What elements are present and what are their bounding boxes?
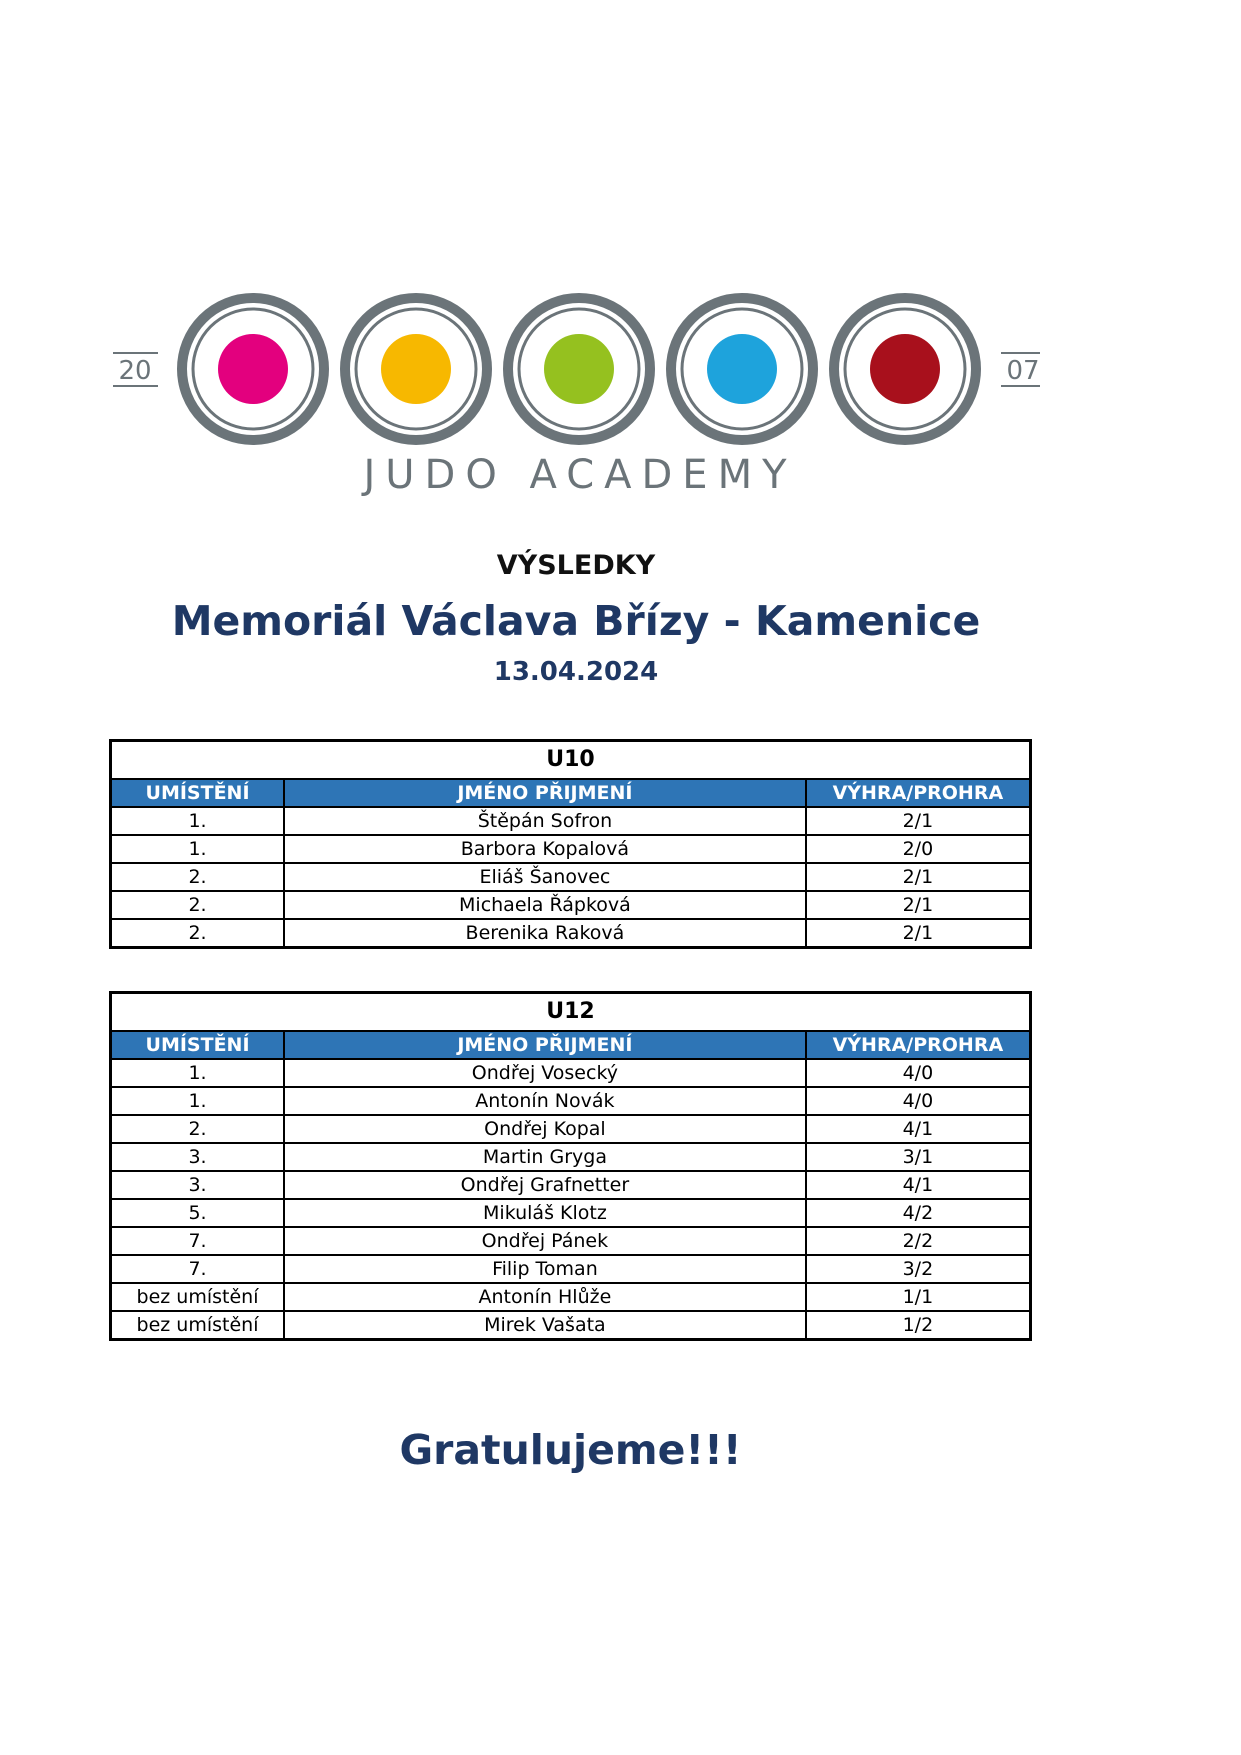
cell-place: 1. xyxy=(111,1087,285,1115)
cell-place: 5. xyxy=(111,1199,285,1227)
logo-ring-3 xyxy=(508,298,650,440)
cell-name: Mikuláš Klotz xyxy=(284,1199,806,1227)
cell-score: 2/1 xyxy=(806,919,1031,948)
cell-score: 1/2 xyxy=(806,1311,1031,1340)
cell-place: 3. xyxy=(111,1171,285,1199)
group-title: U10 xyxy=(111,741,1031,780)
column-header-score: VÝHRA/PROHRA xyxy=(806,1031,1031,1059)
cell-score: 4/0 xyxy=(806,1087,1031,1115)
cell-name: Antonín Hlůže xyxy=(284,1283,806,1311)
cell-score: 2/1 xyxy=(806,891,1031,919)
table-row xyxy=(111,891,1031,919)
table-row xyxy=(111,1115,1031,1143)
cell-name: Filip Toman xyxy=(284,1255,806,1283)
table-row xyxy=(111,1227,1031,1255)
column-header-score: VÝHRA/PROHRA xyxy=(806,779,1031,807)
table-row xyxy=(111,1171,1031,1199)
table-row xyxy=(111,1255,1031,1283)
cell-place: 2. xyxy=(111,919,285,948)
cell-name: Barbora Kopalová xyxy=(284,835,806,863)
cell-name: Michaela Řápková xyxy=(284,891,806,919)
cell-name: Antonín Novák xyxy=(284,1087,806,1115)
cell-score: 4/2 xyxy=(806,1199,1031,1227)
judo-academy-logo xyxy=(110,290,1040,510)
table-row xyxy=(111,1311,1031,1340)
cell-name: Ondřej Pánek xyxy=(284,1227,806,1255)
logo-rings xyxy=(110,290,1040,450)
cell-place: 3. xyxy=(111,1143,285,1171)
cell-score: 3/1 xyxy=(806,1143,1031,1171)
cell-score: 2/0 xyxy=(806,835,1031,863)
logo-ring-5 xyxy=(834,298,976,440)
column-header-name: JMÉNO PŘIJMENÍ xyxy=(284,1031,806,1059)
logo-year-left: 20 xyxy=(118,356,152,386)
event-title: Memoriál Václava Břízy - Kamenice xyxy=(171,597,981,645)
cell-place: bez umístění xyxy=(111,1311,285,1340)
table-row xyxy=(111,863,1031,891)
event-date: 13.04.2024 xyxy=(493,657,659,687)
logo-ring-4 xyxy=(671,298,813,440)
cell-place: 2. xyxy=(111,1115,285,1143)
table-row xyxy=(111,1059,1031,1087)
cell-place: 1. xyxy=(111,835,285,863)
cell-name: Ondřej Vosecký xyxy=(284,1059,806,1087)
cell-name: Mirek Vašata xyxy=(284,1311,806,1340)
cell-name: Martin Gryga xyxy=(284,1143,806,1171)
logo-ring-2 xyxy=(345,298,487,440)
table-row xyxy=(111,919,1031,948)
cell-name: Ondřej Grafnetter xyxy=(284,1171,806,1199)
results-table-u12 xyxy=(109,991,1032,1341)
column-header-name: JMÉNO PŘIJMENÍ xyxy=(284,779,806,807)
congratulations-text: Gratulujeme!!! xyxy=(399,1426,742,1474)
table-row xyxy=(111,1143,1031,1171)
cell-score: 1/1 xyxy=(806,1283,1031,1311)
cell-place: 1. xyxy=(111,807,285,835)
cell-name: Ondřej Kopal xyxy=(284,1115,806,1143)
cell-place: 2. xyxy=(111,863,285,891)
cell-score: 4/0 xyxy=(806,1059,1031,1087)
table-row xyxy=(111,1283,1031,1311)
cell-place: bez umístění xyxy=(111,1283,285,1311)
results-heading: VÝSLEDKY xyxy=(496,550,656,581)
cell-score: 4/1 xyxy=(806,1171,1031,1199)
cell-place: 7. xyxy=(111,1255,285,1283)
cell-score: 2/2 xyxy=(806,1227,1031,1255)
cell-name: Eliáš Šanovec xyxy=(284,863,806,891)
cell-score: 2/1 xyxy=(806,863,1031,891)
column-header-place: UMÍSTĚNÍ xyxy=(111,779,285,807)
logo-year-right: 07 xyxy=(1006,356,1040,386)
cell-score: 4/1 xyxy=(806,1115,1031,1143)
cell-name: Berenika Raková xyxy=(284,919,806,948)
group-title: U12 xyxy=(111,993,1031,1032)
table-row xyxy=(111,835,1031,863)
cell-score: 2/1 xyxy=(806,807,1031,835)
column-header-place: UMÍSTĚNÍ xyxy=(111,1031,285,1059)
cell-place: 2. xyxy=(111,891,285,919)
cell-place: 1. xyxy=(111,1059,285,1087)
table-row xyxy=(111,1199,1031,1227)
table-row xyxy=(111,807,1031,835)
cell-place: 7. xyxy=(111,1227,285,1255)
logo-name: JUDO ACADEMY xyxy=(363,452,797,498)
table-row xyxy=(111,1087,1031,1115)
results-table-u10 xyxy=(109,739,1032,949)
cell-score: 3/2 xyxy=(806,1255,1031,1283)
logo-ring-1 xyxy=(182,298,324,440)
cell-name: Štěpán Sofron xyxy=(284,807,806,835)
